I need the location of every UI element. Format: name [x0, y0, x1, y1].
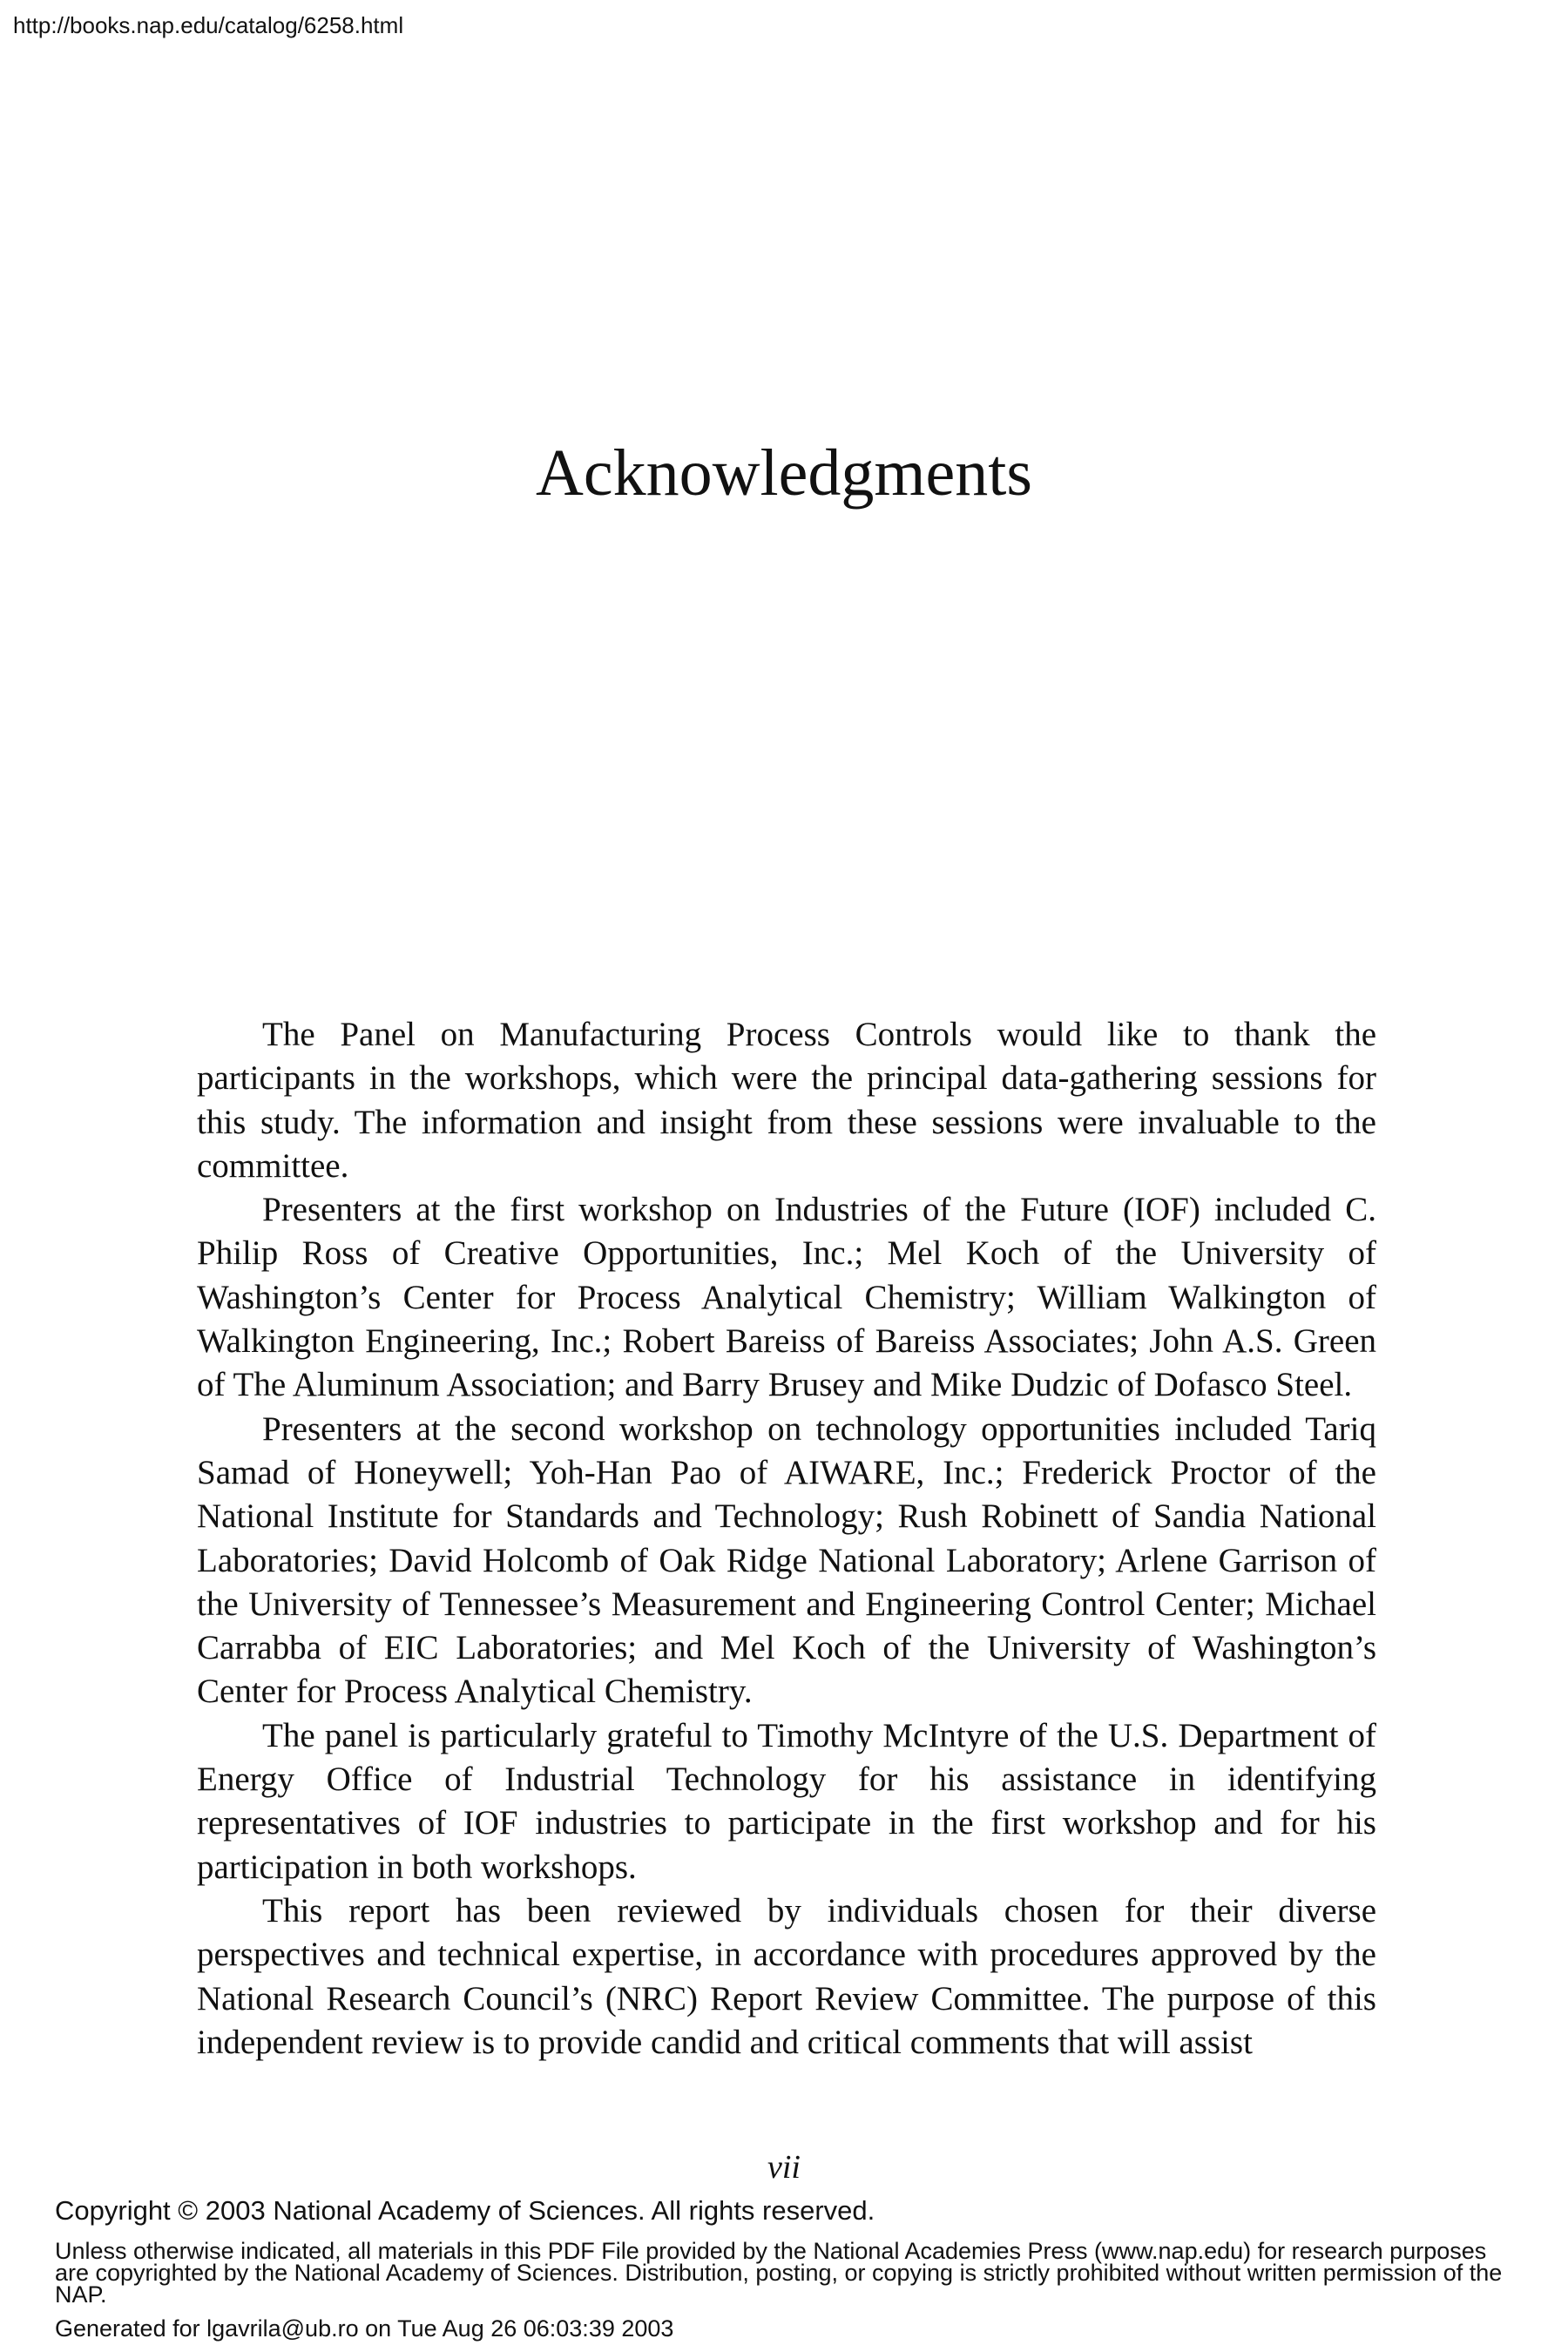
generated-line: Generated for lgavrila@ub.ro on Tue Aug 26 06:03:39 2003 — [55, 2315, 674, 2342]
page-number: vii — [767, 2149, 801, 2186]
copyright-line: Copyright © 2003 National Academy of Sciences. All rights reserved. — [55, 2195, 875, 2226]
paragraph-first-workshop: Presenters at the first workshop on Industries of the Future (IOF) included C. Philip Ross of Creative Opportunities, Inc.; Mel Koch of the University of Washington’s Center for Process Analytical Chemistry; William Walkington of Walkington Engineering, Inc.; Robert Bareiss of Bareiss Associates; John A.S. Green of The Aluminum Association; and Barry Brusey and Mike Dudzic of Dofasco Steel. — [197, 1191, 1376, 1404]
paragraph-gratitude: The panel is particularly grateful to Timothy McIntyre of the U.S. Department of Energy Office of Industrial Technology for his assistance in identifying representatives of IOF industries to participate in the first workshop and for his participation in both workshops. — [197, 1716, 1376, 1886]
source-url[interactable]: http://books.nap.edu/catalog/6258.html — [13, 12, 404, 38]
paragraph-second-workshop: Presenters at the second workshop on technology opportunities included Tariq Samad of Honeywell; Yoh-Han Pao of AIWARE, Inc.; Frederick Proctor of the National Institute for Standards and Technology; Rush Robinett of Sandia National Laboratories; David Holcomb of Oak Ridge National Laboratory; Arlene Garrison of the University of Tennessee’s Measurement and Engineering Control Center; Michael Carrabba of EIC Laboratories; and Mel Koch of the University of Washington’s Center for Process Analytical Chemistry. — [197, 1409, 1376, 1711]
usage-notice: Unless otherwise indicated, all materials in this PDF File provided by the National Academies Press (www.nap.edu) for research purposes are copyrighted by the National Academy of Sciences. Distribution, posting, or copying is strictly prohibited without written permission of the NAP. — [55, 2238, 1503, 2308]
paragraph-review: This report has been reviewed by individuals chosen for their diverse perspectives and technical expertise, in accordance with procedures approved by the National Research Council’s (NRC) Report Review Committee. The purpose of this independent review is to provide candid and critical comments that will assist — [197, 1891, 1376, 2061]
paragraph-thanks: The Panel on Manufacturing Process Controls would like to thank the participants in the workshops, which were the principal data-gathering sessions for this study. The information and insight from these sessions were invaluable to the committee. — [197, 1016, 1376, 1185]
page-title: Acknowledgments — [536, 436, 1032, 510]
body-text — [197, 1013, 1376, 2065]
